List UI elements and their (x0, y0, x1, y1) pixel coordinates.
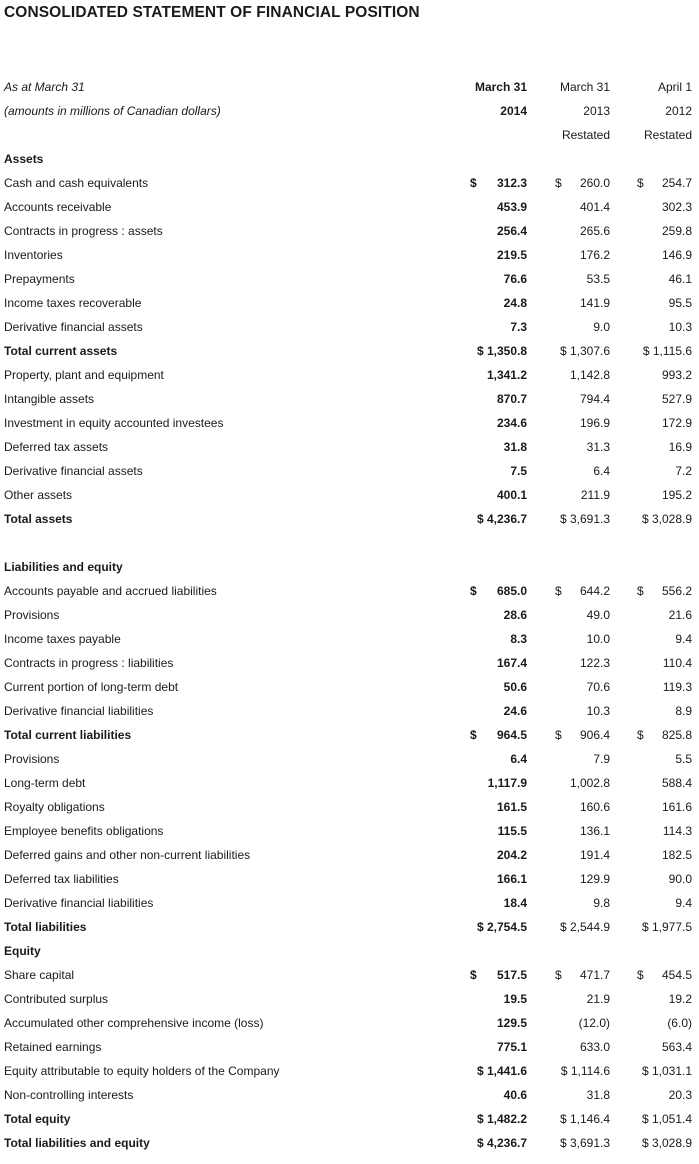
value-amount: 644.2 (579, 584, 610, 598)
value-amount: 20.3 (668, 1088, 692, 1102)
value-amount: 161.5 (496, 800, 527, 814)
value-amount: $ 1,307.6 (559, 344, 610, 358)
row-label: Derivative financial assets (4, 464, 143, 478)
value-amount: $ 1,977.5 (641, 920, 692, 934)
row-label: Contributed surplus (4, 992, 109, 1006)
value-amount: 21.6 (668, 608, 692, 622)
row-label: Long-term debt (4, 776, 86, 790)
value-amount: 16.9 (668, 440, 692, 454)
currency-symbol: $ (637, 728, 644, 742)
value-amount: 9.8 (593, 896, 610, 910)
page-title: CONSOLIDATED STATEMENT OF FINANCIAL POSITION (4, 4, 420, 21)
currency-symbol: $ (637, 176, 644, 190)
value-amount: 870.7 (496, 392, 527, 406)
value-amount: 685.0 (496, 584, 527, 598)
row-label: Contracts in progress : assets (4, 224, 163, 238)
row-label: Income taxes payable (4, 632, 121, 646)
col-header-2013-line1: March 31 (559, 80, 610, 94)
value-amount: 95.5 (668, 296, 692, 310)
currency-symbol: $ (555, 728, 562, 742)
row-label: Current portion of long-term debt (4, 680, 179, 694)
col-header-2014-line1: March 31 (474, 80, 527, 94)
row-label: Accounts receivable (4, 200, 112, 214)
value-amount: 182.5 (661, 848, 692, 862)
value-amount: 49.0 (586, 608, 610, 622)
value-amount: 588.4 (661, 776, 692, 790)
value-amount: 9.0 (593, 320, 610, 334)
value-amount: $ 1,441.6 (476, 1064, 527, 1078)
value-amount: $ 1,031.1 (641, 1064, 692, 1078)
value-amount: 527.9 (661, 392, 692, 406)
value-amount: 254.7 (661, 176, 692, 190)
row-label: Equity attributable to equity holders of the Company (4, 1064, 280, 1078)
value-amount: 18.4 (503, 896, 527, 910)
row-label: Derivative financial liabilities (4, 896, 154, 910)
value-amount: 53.5 (586, 272, 610, 286)
value-amount: 129.5 (496, 1016, 527, 1030)
row-label: Deferred tax assets (4, 440, 109, 454)
row-label: Deferred tax liabilities (4, 872, 119, 886)
row-label: Prepayments (4, 272, 75, 286)
row-label: Royalty obligations (4, 800, 105, 814)
value-amount: 115.5 (497, 824, 527, 838)
row-label: Income taxes recoverable (4, 296, 142, 310)
row-label: Investment in equity accounted investees (4, 416, 224, 430)
row-label: Property, plant and equipment (4, 368, 164, 382)
value-amount: 161.6 (661, 800, 692, 814)
value-amount: 260.0 (579, 176, 610, 190)
value-amount: $ 3,691.3 (559, 512, 610, 526)
value-amount: 10.0 (586, 632, 610, 646)
value-amount: 794.4 (579, 392, 610, 406)
value-amount: 31.8 (586, 1088, 610, 1102)
value-amount: $ 1,350.8 (476, 344, 527, 358)
col-header-2012-line3: Restated (643, 128, 692, 142)
value-amount: 211.9 (580, 488, 610, 502)
value-amount: 775.1 (496, 1040, 527, 1054)
row-label: Provisions (4, 752, 60, 766)
value-amount: $ 1,482.2 (476, 1112, 527, 1126)
value-amount: 21.9 (586, 992, 610, 1006)
value-amount: 141.9 (579, 296, 610, 310)
value-amount: 122.3 (579, 656, 610, 670)
section-heading: Liabilities and equity (4, 560, 123, 574)
value-amount: 1,002.8 (569, 776, 610, 790)
value-amount: 191.4 (579, 848, 610, 862)
currency-symbol: $ (470, 728, 477, 742)
value-amount: 7.5 (510, 464, 527, 478)
value-amount: 70.6 (586, 680, 610, 694)
value-amount: 19.2 (668, 992, 692, 1006)
row-label: Total current liabilities (4, 728, 132, 742)
value-amount: 10.3 (668, 320, 692, 334)
value-amount: 5.5 (675, 752, 692, 766)
col-header-2014-line2: 2014 (500, 104, 527, 118)
value-amount: 633.0 (579, 1040, 610, 1054)
value-amount: 563.4 (661, 1040, 692, 1054)
row-label: Total current assets (4, 344, 118, 358)
value-amount: 196.9 (579, 416, 610, 430)
value-amount: 517.5 (496, 968, 527, 982)
value-amount: 176.2 (579, 248, 610, 262)
value-amount: $ 1,051.4 (641, 1112, 692, 1126)
value-amount: (12.0) (578, 1016, 610, 1030)
row-label: Share capital (4, 968, 75, 982)
col-header-2012-line1: April 1 (657, 80, 692, 94)
row-label: Total assets (4, 512, 73, 526)
value-amount: $ 1,146.4 (559, 1112, 610, 1126)
value-amount: $ 2,544.9 (559, 920, 610, 934)
currency-symbol: $ (555, 176, 562, 190)
value-amount: 825.8 (661, 728, 692, 742)
value-amount: (6.0) (667, 1016, 692, 1030)
value-amount: 204.2 (496, 848, 527, 862)
value-amount: 7.3 (510, 320, 527, 334)
value-amount: 7.2 (675, 464, 692, 478)
value-amount: 31.8 (503, 440, 527, 454)
currency-symbol: $ (637, 968, 644, 982)
value-amount: 24.8 (503, 296, 527, 310)
value-amount: 167.4 (496, 656, 527, 670)
row-label: Other assets (4, 488, 73, 502)
row-label: Derivative financial assets (4, 320, 143, 334)
row-label: Employee benefits obligations (4, 824, 164, 838)
row-label: Contracts in progress : liabilities (4, 656, 174, 670)
value-amount: 400.1 (496, 488, 527, 502)
value-amount: 119.3 (662, 680, 692, 694)
row-label: Accounts payable and accrued liabilities (4, 584, 217, 598)
value-amount: 9.4 (675, 896, 692, 910)
value-amount: 234.6 (496, 416, 527, 430)
value-amount: 90.0 (668, 872, 692, 886)
value-amount: 28.6 (503, 608, 527, 622)
value-amount: 114.3 (662, 824, 692, 838)
value-amount: 172.9 (661, 416, 692, 430)
value-amount: 8.3 (510, 632, 527, 646)
value-amount: 1,341.2 (486, 368, 527, 382)
value-amount: 993.2 (661, 368, 692, 382)
row-label: Cash and cash equivalents (4, 176, 149, 190)
row-label: Non-controlling interests (4, 1088, 134, 1102)
value-amount: $ 1,115.6 (642, 344, 692, 358)
value-amount: 454.5 (661, 968, 692, 982)
value-amount: 31.3 (586, 440, 610, 454)
value-amount: 24.6 (503, 704, 527, 718)
value-amount: 302.3 (661, 200, 692, 214)
currency-symbol: $ (555, 584, 562, 598)
row-label: Intangible assets (4, 392, 95, 406)
units-label: (amounts in millions of Canadian dollars) (4, 104, 221, 118)
value-amount: $ 4,236.7 (476, 1136, 527, 1150)
value-amount: 1,142.8 (569, 368, 610, 382)
value-amount: 219.5 (496, 248, 527, 262)
row-label: Total liabilities (4, 920, 87, 934)
value-amount: 453.9 (496, 200, 527, 214)
value-amount: 6.4 (510, 752, 527, 766)
row-label: Retained earnings (4, 1040, 102, 1054)
value-amount: $ 2,754.5 (476, 920, 527, 934)
value-amount: 259.8 (661, 224, 692, 238)
value-amount: 166.1 (496, 872, 527, 886)
currency-symbol: $ (470, 968, 477, 982)
section-heading: Equity (4, 944, 41, 958)
currency-symbol: $ (470, 584, 477, 598)
value-amount: $ 1,114.6 (560, 1064, 610, 1078)
value-amount: 76.6 (503, 272, 527, 286)
row-label: Provisions (4, 608, 60, 622)
col-header-2012-line2: 2012 (665, 104, 692, 118)
row-label: Deferred gains and other non-current liabilities (4, 848, 251, 862)
value-amount: 256.4 (496, 224, 527, 238)
value-amount: $ 3,028.9 (641, 512, 692, 526)
as-at-label: As at March 31 (4, 80, 85, 94)
row-label: Accumulated other comprehensive income (loss) (4, 1016, 264, 1030)
value-amount: $ 3,691.3 (559, 1136, 610, 1150)
row-label: Total equity (4, 1112, 71, 1126)
value-amount: 312.3 (496, 176, 527, 190)
value-amount: 401.4 (579, 200, 610, 214)
value-amount: 8.9 (675, 704, 692, 718)
value-amount: $ 3,028.9 (641, 1136, 692, 1150)
currency-symbol: $ (555, 968, 562, 982)
value-amount: 556.2 (661, 584, 692, 598)
value-amount: 10.3 (586, 704, 610, 718)
value-amount: 46.1 (668, 272, 692, 286)
value-amount: 964.5 (496, 728, 527, 742)
value-amount: 9.4 (675, 632, 692, 646)
value-amount: 19.5 (503, 992, 527, 1006)
col-header-2013-line2: 2013 (583, 104, 610, 118)
row-label: Total liabilities and equity (4, 1136, 150, 1150)
value-amount: 146.9 (661, 248, 692, 262)
row-label: Inventories (4, 248, 63, 262)
currency-symbol: $ (470, 176, 477, 190)
value-amount: 136.1 (579, 824, 610, 838)
value-amount: 160.6 (579, 800, 610, 814)
value-amount: 6.4 (593, 464, 610, 478)
col-header-2013-line3: Restated (561, 128, 610, 142)
value-amount: 129.9 (579, 872, 610, 886)
value-amount: $ 4,236.7 (476, 512, 527, 526)
value-amount: 265.6 (579, 224, 610, 238)
value-amount: 1,117.9 (487, 776, 527, 790)
value-amount: 50.6 (503, 680, 527, 694)
row-label: Derivative financial liabilities (4, 704, 154, 718)
currency-symbol: $ (637, 584, 644, 598)
value-amount: 40.6 (503, 1088, 527, 1102)
value-amount: 110.4 (662, 656, 692, 670)
value-amount: 195.2 (661, 488, 692, 502)
section-heading: Assets (4, 152, 44, 166)
value-amount: 7.9 (593, 752, 610, 766)
value-amount: 471.7 (579, 968, 610, 982)
value-amount: 906.4 (579, 728, 610, 742)
